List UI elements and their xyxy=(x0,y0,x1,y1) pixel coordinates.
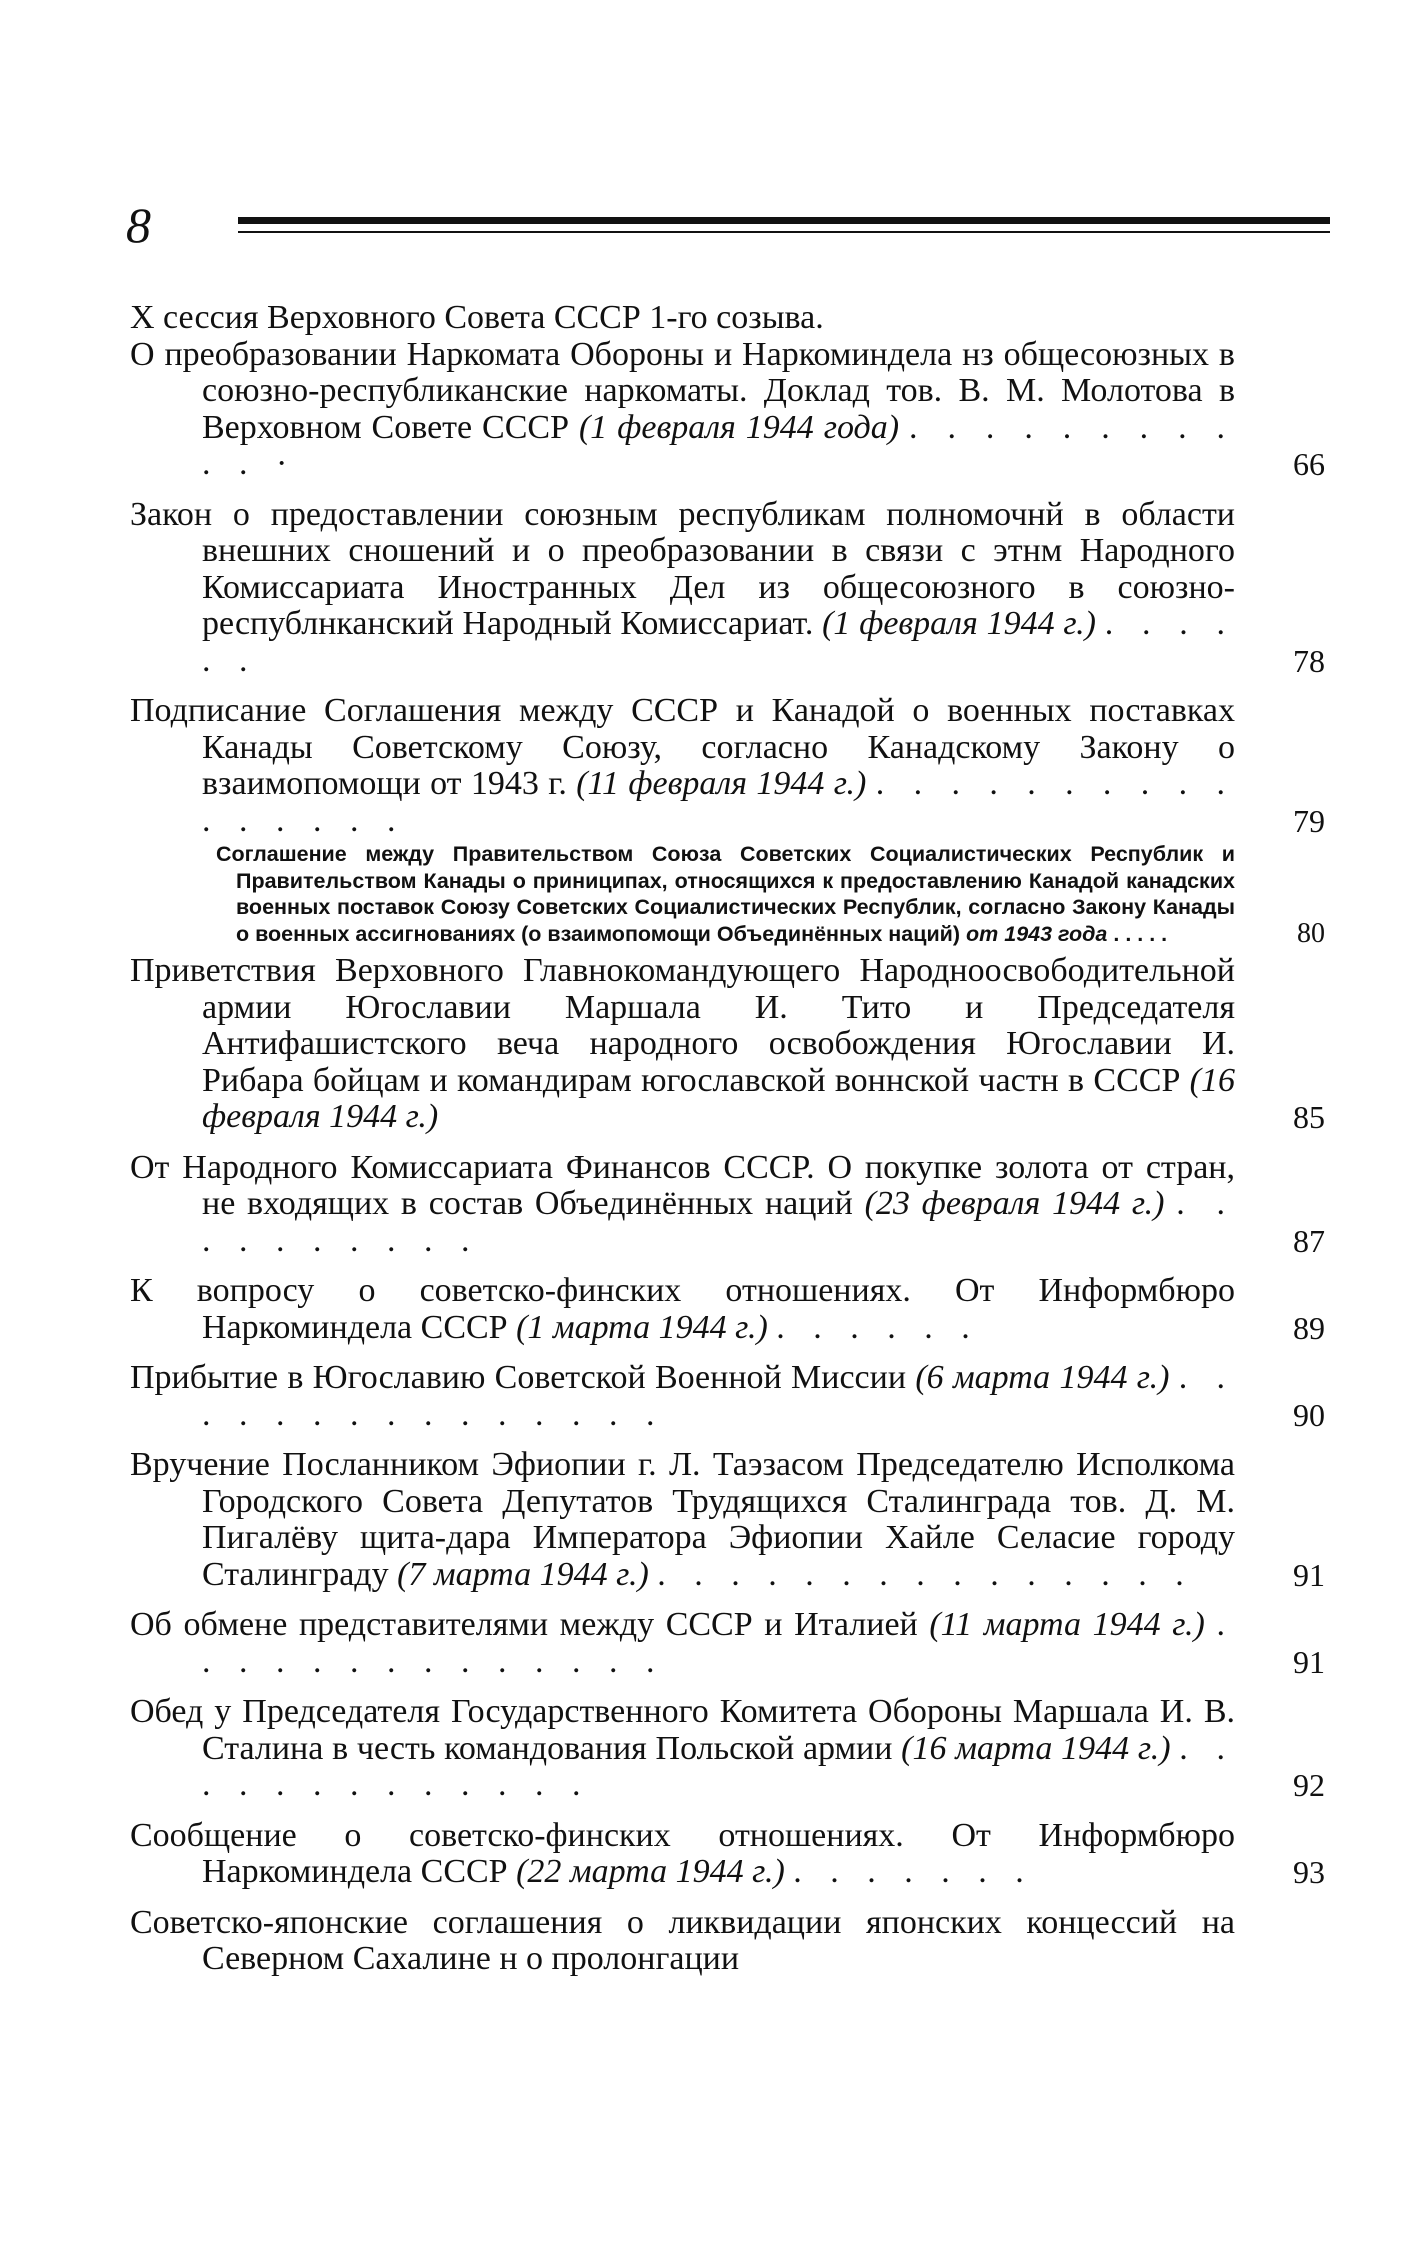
toc-entry xyxy=(130,1694,1325,1804)
entry-date: (16 февраля 1944 г.) xyxy=(202,1061,1235,1135)
dot-leader: . . . . . . xyxy=(776,1308,980,1346)
entry-date: (11 февраля 1944 г.) xyxy=(576,765,867,802)
entry-page-number: 91 xyxy=(1293,1643,1325,1680)
subentry-page-number: 80 xyxy=(1297,917,1325,949)
subentry-date: от 1943 года xyxy=(966,921,1108,946)
entry-page-number: 66 xyxy=(1293,446,1325,482)
table-of-contents xyxy=(130,300,1325,1978)
entry-title: Прибытие в Югославию Советской Военной Миссии xyxy=(130,1359,907,1396)
dot-leader: . . . . . . . xyxy=(793,1853,1034,1890)
entry-title: Х сессия Верховного Совета СССР 1-го созыва. xyxy=(130,299,824,336)
entry-title: Обед у Председателя Государственного Комитета Обороны Маршала И. В. Сталина в честь командования Польской армии xyxy=(130,1693,1235,1767)
entry-title: Подписание Соглашения между СССР и Канадой о военных поставках Канады Советскому Союзу, согласно Канадскому Закону о взаимопомощи от 1943 г. xyxy=(130,692,1235,802)
dot-leader: . . . . . . . . . . . . . xyxy=(202,1729,1235,1803)
subentry-title: Соглашение между Правительством Союза Советских Социалистических Республик и Правительством Канады о приниципах, относящихся к предоставлению Канадой канадских военных поставок Союзу Советских Социалистических Республик, согласно Закону Канады о военных ассигнованиях (о взаимопомощи Объединённых наций) xyxy=(216,842,1235,946)
entry-page-number: 85 xyxy=(1293,1099,1325,1135)
dot-leader: . . . . . . xyxy=(202,605,1236,679)
toc-entry xyxy=(130,1607,1325,1680)
toc-entry xyxy=(130,693,1325,839)
entry-title: К вопросу о советско-финских отношениях. От Информбюро Наркоминдела СССР xyxy=(130,1272,1235,1346)
entry-page-number: 89 xyxy=(1293,1309,1325,1346)
entry-date: (23 февраля 1944 г.) xyxy=(864,1185,1165,1222)
dot-leader: . . . . . . . . . . . . . . . xyxy=(202,1359,1236,1433)
dot-leader: . . . . . . . . . . . . . . xyxy=(202,1606,1235,1680)
entry-page-number: 87 xyxy=(1293,1222,1325,1259)
toc-entry xyxy=(130,953,1325,1136)
entry-title: Советско-японские соглашения о ликвидации японских концессий на Северном Сахалине н о пролонгации xyxy=(130,1903,1235,1977)
toc-entry xyxy=(130,1273,1325,1346)
toc-entry xyxy=(130,497,1325,680)
dot-leader: . . . . . . . . . . . . . . . xyxy=(657,1555,1194,1593)
entry-title: Об обмене представителями между СССР и Италией xyxy=(130,1606,918,1643)
entry-date: (6 марта 1944 г.) xyxy=(915,1359,1170,1396)
dot-leader: . . . . . . . . . . . · xyxy=(202,408,1236,482)
entry-title: Вручение Посланником Эфиопии г. Л. Таэзасом Председателю Исполкома Городского Совета Депутатов Трудящихся Сталинграда тов. Д. М. Пигалёву щита-дара Императора Эфиопии Хайле Селасие городу Сталинграду xyxy=(130,1446,1235,1593)
toc-entry xyxy=(130,1818,1325,1891)
entry-date: (7 марта 1944 г.) xyxy=(397,1555,649,1593)
entry-title: От Народного Комиссариата Финансов СССР. О покупке золота от стран, не входящих в состав Объединённых наций xyxy=(130,1148,1235,1222)
page-header xyxy=(118,195,1330,255)
entry-title: Сообщение о советско-финских отношениях. От Информбюро Наркоминдела СССР xyxy=(130,1816,1235,1890)
entry-date: (11 марта 1944 г.) xyxy=(929,1606,1205,1643)
page-number: 8 xyxy=(126,197,151,253)
entry-page-number: 93 xyxy=(1293,1854,1325,1890)
entry-page-number: 92 xyxy=(1293,1767,1325,1803)
toc-entry xyxy=(130,1150,1325,1260)
entry-page-number: 79 xyxy=(1293,802,1325,839)
entry-title: О преобразовании Наркомата Обороны и Наркоминдела нз общесоюзных в союзно-республиканские наркоматы. Доклад тов. В. М. Молотова в Верховном Совете СССР xyxy=(130,335,1235,446)
entry-date: (22 марта 1944 г.) xyxy=(516,1853,785,1890)
dot-leader: . . . . . . . . . . xyxy=(202,1185,1235,1259)
dot-leader: . . . . . xyxy=(1113,921,1168,946)
toc-subentry xyxy=(130,841,1325,947)
entry-page-number: 90 xyxy=(1293,1396,1325,1433)
entry-title: Приветствия Верховного Главнокомандующего Народноосвободительной армии Югославии Маршала И. Тито и Председателя Антифашистского веча народного освобождения Югославии И. Рибара бойцам и командирам югославской воннской частн в СССР xyxy=(130,952,1235,1099)
toc-entry xyxy=(130,1360,1325,1433)
entry-page-number: 91 xyxy=(1293,1556,1325,1593)
entry-date: (1 марта 1944 г.) xyxy=(516,1308,768,1346)
entry-date: (1 февраля 1944 года) xyxy=(578,408,900,446)
toc-entry xyxy=(130,1447,1325,1593)
entry-title: Закон о предоставлении союзным республикам полномочнй в области внешних сношений и о преобразовании в связи с этнм Народного Комиссариата Иностранных Дел из общесоюзного в союзно-республнканский Народный Комиссариат. xyxy=(130,495,1235,642)
dot-leader: . . . . . . . . . . . . . . . . xyxy=(202,765,1236,839)
header-rule-thick xyxy=(238,217,1330,224)
entry-date: (1 февраля 1944 г.) xyxy=(822,605,1096,642)
entry-page-number: 78 xyxy=(1293,642,1325,679)
toc-entry xyxy=(130,337,1325,483)
header-rule-thin xyxy=(238,231,1330,233)
toc-section-heading xyxy=(130,300,1325,337)
toc-entry xyxy=(130,1905,1325,1978)
entry-date: (16 марта 1944 г.) xyxy=(901,1729,1171,1767)
